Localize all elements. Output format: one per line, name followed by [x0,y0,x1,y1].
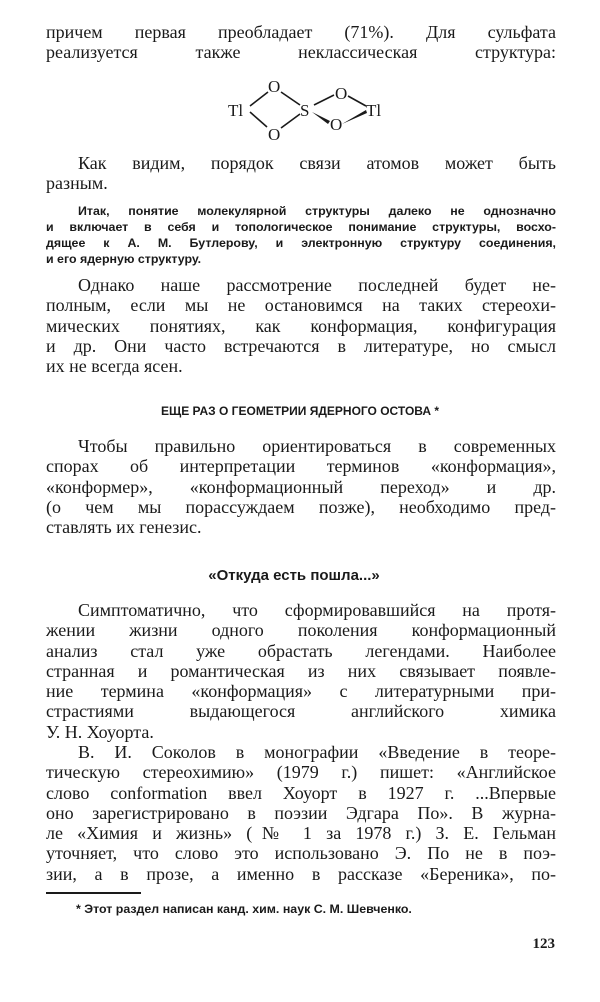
text-line: Однако наше рассмотрение последней будет не- [78,275,556,295]
subheading: «Откуда есть пошла...» [208,567,380,584]
text-line: В. И. Соколов в монографии «Введение в теоре- [78,742,556,762]
text-line: У. Н. Хоуорта. [46,721,154,742]
text-line: тическую стереохимию» (1979 г.) пишет: «Английское [46,762,556,783]
bond-line [281,92,300,105]
thallium-sulfate-structure-diagram [200,70,400,160]
text-line: реализуется также неклассическая структура: [46,42,556,63]
section-heading: ЕЩЕ РАЗ О ГЕОМЕТРИИ ЯДЕРНОГО ОСТОВА * [160,404,440,418]
paragraph-4 [46,436,556,537]
text-line: дящее к А. М. Бутлерову, и электронную структуру соединения, [46,236,556,250]
paragraph-6 [46,742,556,884]
paragraph-1 [46,22,556,63]
text-line: Симптоматично, что сформировавшийся на протя- [78,600,556,620]
footnote: * Этот раздел написан канд. хим. наук С. М. Шевченко. [76,902,412,916]
text-line: разным. [46,173,108,194]
bond-line [281,114,300,128]
text-line: анализ стал уже обрастать легендами. Наиболее [46,640,556,661]
text-line: зии, а в прозе, а именно в рассказе «Береника», по- [46,863,556,884]
text-line: и его ядерную структуру. [46,252,202,266]
text-line: слово conformation ввел Хоуорт в 1927 г. ...Впервые [46,782,556,803]
atom-tl-right: Tl [366,101,382,120]
atom-o-top: O [268,77,281,96]
text-line: мических понятиях, как конформация, конфигурация [46,315,556,336]
text-line: ние термина «конформация» с литературными при- [46,681,556,702]
atom-o-right-top: O [335,84,348,103]
text-line: уточняет, что слово это использовано Э. По не в поэ- [46,843,556,864]
atom-tl-left: Tl [228,101,244,120]
bond-line [348,96,366,106]
text-line: причем первая преобладает (71%). Для сульфата [46,22,556,42]
paragraph-5 [46,600,556,742]
text-line: жении жизни одного поколения конформационный [46,620,556,641]
bond-line [250,112,267,127]
text-line: странная и романтическая из них связывает появле- [46,660,556,681]
page-number: 123 [532,936,555,952]
text-line: их не всегда ясен. [46,356,183,377]
wedge-bond [312,112,330,124]
text-line: ле «Химия и жизнь» (№ 1 за 1978 г.) З. Е. Гельман [46,823,556,844]
bond-line [250,92,268,106]
wedge-bond [342,110,367,124]
text-line: ставлять их генезис. [46,517,202,538]
text-line: полным, если мы не остановимся на таких стереохи- [46,295,556,316]
text-line: оно зарегистрировано в поэзии Эдгара По». В журна- [46,802,556,823]
paragraph-2 [46,153,556,194]
atom-o-bottom: O [268,125,281,144]
text-line: страстиями выдающегося английского химика [46,701,556,722]
atom-s: S [300,101,310,120]
text-line: «конформер», «конформационный переход» и др. [46,476,556,497]
atom-o-right-bottom: O [330,115,343,134]
text-line: спорах об интерпретации терминов «конформация», [46,456,556,477]
text-line: (о чем мы порассуждаем позже), необходимо пред- [46,496,556,517]
paragraph-3 [46,275,556,376]
text-line: и включает в себя и топологическое понимание структуры, восхо- [46,220,556,234]
text-line: Как видим, порядок связи атомов может быть [78,153,556,173]
text-line: Итак, понятие молекулярной структуры далеко не однозначно [78,204,556,218]
text-line: и др. Они часто встречаются в литературе, но смысл [46,335,556,356]
summary-note [46,203,556,267]
bond-line [314,95,334,105]
text-line: Чтобы правильно ориентироваться в современных [78,436,556,456]
footnote-rule [46,892,141,894]
